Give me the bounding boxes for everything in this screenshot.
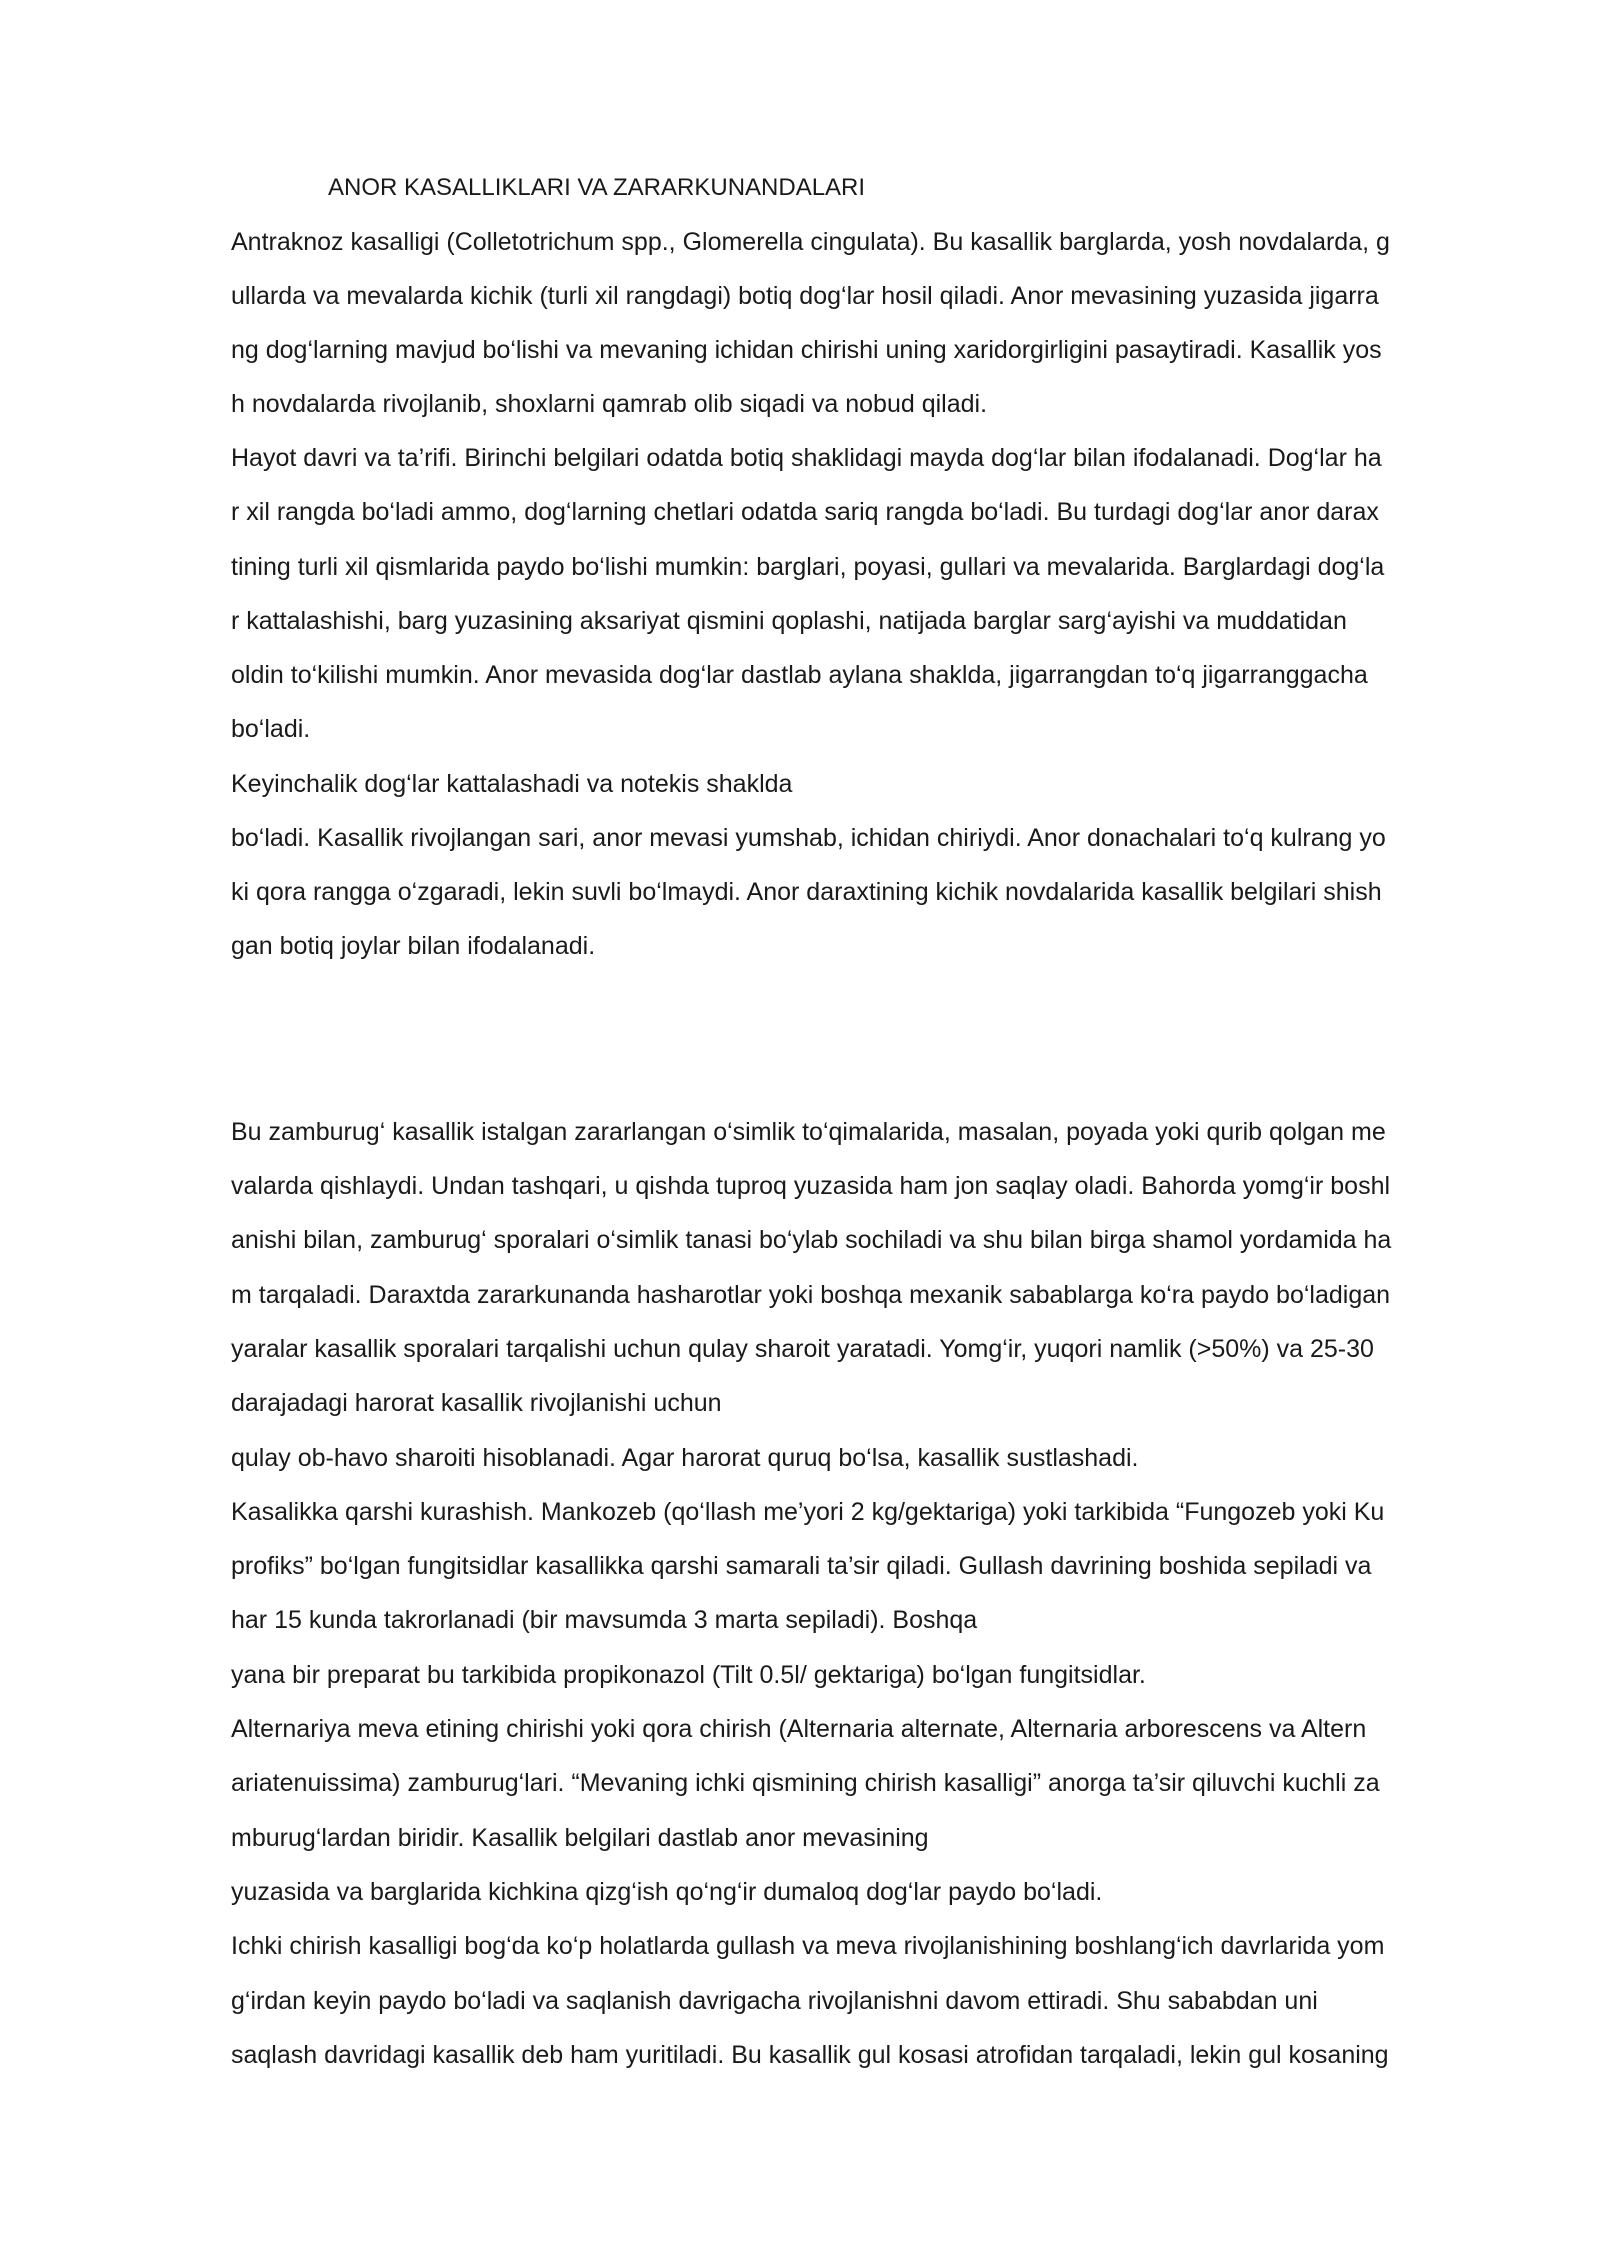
- document-title: ANOR KASALLIKLARI VA ZARARKUNANDALARI: [328, 174, 866, 201]
- text-line: Keyinchalik dog‘lar kattalashadi va notekis shaklda: [231, 770, 793, 798]
- text-line: Antraknoz kasalligi (Colletotrichum spp., Glomerella cingulata). Bu kasallik barglarda, yosh novdalarda, g: [231, 228, 1390, 256]
- text-line: Hayot davri va ta’rifi. Birinchi belgilari odatda botiq shaklidagi mayda dog‘lar bilan ifodalanadi. Dog‘lar ha: [231, 444, 1382, 472]
- text-line: ki qora rangga o‘zgaradi, lekin suvli bo‘lmaydi. Anor daraxtining kichik novdalarida kasallik belgilari shish: [231, 878, 1382, 906]
- text-line: gan botiq joylar bilan ifodalanadi.: [231, 932, 596, 960]
- text-line: h novdalarda rivojlanib, shoxlarni qamrab olib siqadi va nobud qiladi.: [231, 390, 988, 418]
- text-line: har 15 kunda takrorlanadi (bir mavsumda 3 marta sepiladi). Boshqa: [231, 1606, 978, 1634]
- text-line: r xil rangda bo‘ladi ammo, dog‘larning chetlari odatda sariq rangda bo‘ladi. Bu turdagi dog‘lar anor darax: [231, 498, 1379, 526]
- text-line: saqlash davridagi kasallik deb ham yuritiladi. Bu kasallik gul kosasi atrofidan tarqaladi, lekin gul kosaning: [231, 2041, 1389, 2069]
- text-line: valarda qishlaydi. Undan tashqari, u qishda tuproq yuzasida ham jon saqlay oladi. Bahorda yomg‘ir boshl: [231, 1172, 1391, 1200]
- text-line: r kattalashishi, barg yuzasining aksariyat qismini qoplashi, natijada barglar sarg‘ayishi va muddatidan: [231, 607, 1347, 635]
- text-line: yuzasida va barglarida kichkina qizg‘ish qo‘ng‘ir dumaloq dog‘lar paydo bo‘ladi.: [231, 1878, 1103, 1906]
- text-line: g‘irdan keyin paydo bo‘ladi va saqlanish davrigacha rivojlanishni davom ettiradi. Shu sababdan uni: [231, 1987, 1318, 2015]
- text-line: yana bir preparat bu tarkibida propikonazol (Tilt 0.5l/ gektariga) bo‘lgan fungitsidlar.: [231, 1661, 1146, 1689]
- text-line: ng dog‘larning mavjud bo‘lishi va mevaning ichidan chirishi uning xaridorgirligini pasaytiradi. Kasallik yos: [231, 336, 1382, 364]
- text-line: anishi bilan, zamburug‘ sporalari o‘simlik tanasi bo‘ylab sochiladi va shu bilan birga shamol yordamida ha: [231, 1226, 1392, 1254]
- text-line: ullarda va mevalarda kichik (turli xil rangdagi) botiq dog‘lar hosil qiladi. Anor mevasining yuzasida jigarra: [231, 282, 1379, 310]
- text-line: darajadagi harorat kasallik rivojlanishi uchun: [231, 1389, 722, 1417]
- text-line: bo‘ladi.: [231, 715, 311, 743]
- text-line: Kasalikka qarshi kurashish. Mankozeb (qo‘llash me’yori 2 kg/gektariga) yoki tarkibida “Fungozeb yoki Ku: [231, 1498, 1385, 1526]
- text-line: bo‘ladi. Kasallik rivojlangan sari, anor mevasi yumshab, ichidan chiriydi. Anor donachalari to‘q kulrang yo: [231, 824, 1386, 852]
- text-line: Alternariya meva etining chirishi yoki qora chirish (Alternaria alternate, Alternaria arborescens va Altern: [231, 1715, 1367, 1743]
- text-line: qulay ob-havo sharoiti hisoblanadi. Agar harorat quruq bo‘lsa, kasallik sustlashadi.: [231, 1444, 1139, 1472]
- text-line: Bu zamburug‘ kasallik istalgan zararlangan o‘simlik to‘qimalarida, masalan, poyada yoki qurib qolgan me: [231, 1118, 1386, 1146]
- text-line: mburug‘lardan biridir. Kasallik belgilari dastlab anor mevasining: [231, 1824, 929, 1852]
- text-line: tining turli xil qismlarida paydo bo‘lishi mumkin: barglari, poyasi, gullari va mevalarida. Barglardagi dog‘la: [231, 553, 1385, 581]
- text-line: m tarqaladi. Daraxtda zararkunanda hasharotlar yoki boshqa mexanik sabablarga ko‘ra paydo bo‘ladigan: [231, 1281, 1391, 1309]
- text-line: ariatenuissima) zamburug‘lari. “Mevaning ichki qismining chirish kasalligi” anorga ta’sir qiluvchi kuchli za: [231, 1769, 1380, 1797]
- text-line: oldin to‘kilishi mumkin. Anor mevasida dog‘lar dastlab aylana shaklda, jigarrangdan to‘q jigarranggacha: [231, 661, 1368, 689]
- text-line: profiks” bo‘lgan fungitsidlar kasallikka qarshi samarali ta’sir qiladi. Gullash davrining boshida sepiladi va: [231, 1552, 1372, 1580]
- text-line: yaralar kasallik sporalari tarqalishi uchun qulay sharoit yaratadi. Yomg‘ir, yuqori namlik (>50%) va 25-30: [231, 1335, 1374, 1363]
- text-line: Ichki chirish kasalligi bog‘da ko‘p holatlarda gullash va meva rivojlanishining boshlang‘ich davrlarida yom: [231, 1932, 1385, 1960]
